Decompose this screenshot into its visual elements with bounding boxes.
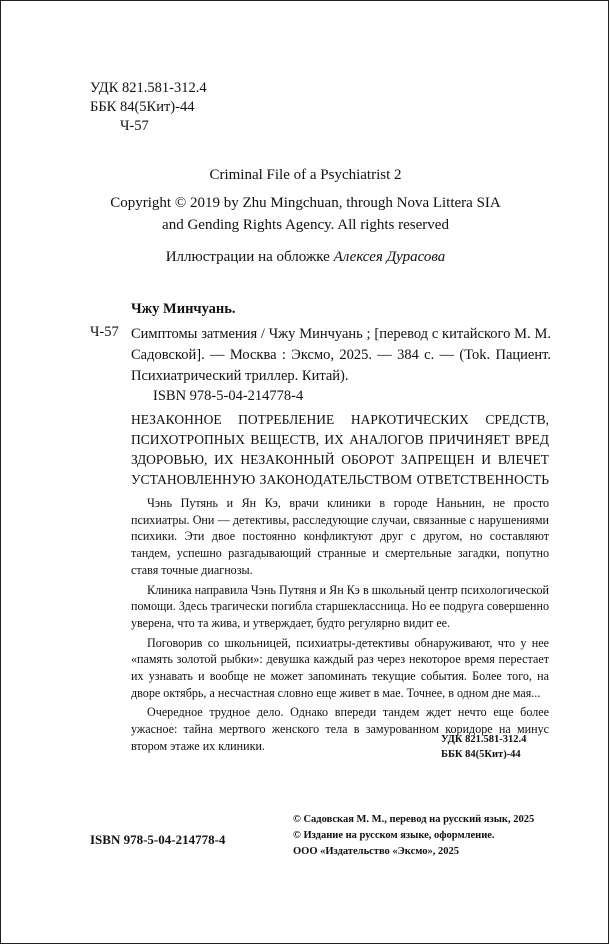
copyright-line: Copyright © 2019 by Zhu Mingchuan, through Nova Littera SIA: [110, 195, 501, 211]
annotation-paragraph: Поговорив со школьницей, психиатры-детективы обнаруживают, что у нее «память золотой рыбки»: девушка каждый раз через некоторое время перестает их узнавать и вообще не может запоминать текущие события. Более того, на дворе октябрь, а несчастная словно еще живет в мае. Точнее, в одном дне мая...: [131, 635, 549, 700]
copyright-line: and Gending Rights Agency. All rights reserved: [162, 217, 449, 233]
copyright-notice: [1, 192, 609, 236]
library-codes: [90, 79, 207, 136]
original-title: Criminal File of a Psychiatrist 2: [209, 167, 402, 183]
udk-code: УДК 821.581-312.4: [90, 80, 207, 96]
annotation-paragraph: Чэнь Путянь и Ян Кэ, врачи клиники в городе Наньнин, не просто психиатры. Они — детективы, расследующие случаи, связанные с нарушениями психики. Эти двое постоянно конфликтуют друг с другом, но составляют тандем, успешно разгадывающий странные и смертельные загадки, попутно ставя точные диагнозы.: [131, 496, 549, 577]
author-mark: Ч-57: [120, 118, 149, 134]
rights-line: © Садовская М. М., перевод на русский язык, 2025: [293, 814, 535, 825]
illustrator-name: Алексея Дурасова: [333, 249, 446, 265]
rights-notice: [293, 812, 534, 860]
annotation: [131, 495, 549, 755]
bbk-code: ББК 84(5Кит)-44: [90, 99, 195, 115]
isbn-bottom: ISBN 978-5-04-214778-4: [90, 832, 226, 847]
catalog-isbn: ISBN 978-5-04-214778-4: [153, 388, 304, 404]
illustration-credit: [1, 246, 609, 268]
bottom-udk-code: УДК 821.581-312.4: [441, 734, 527, 745]
annotation-paragraph: Клиника направила Чэнь Путяня и Ян Кэ в школьный центр психологической помощи. Здесь трагически погибла старшеклассница. Но ее подруга совершенно уверена, что та жива, и утверждает, будто регулярно видит ее.: [131, 582, 549, 630]
catalog-author: Чжу Минчуань.: [131, 301, 236, 317]
catalog-code: Ч-57: [90, 324, 119, 340]
bottom-library-codes: [441, 732, 526, 762]
bibliographic-description: Симптомы затмения / Чжу Минчуань ; [перевод с китайского М. М. Садовской]. — Москва : Эксмо, 2025. — 384 с. — (Tok. Пациент. Психиатрический триллер. Китай).: [131, 326, 551, 384]
illustration-prefix: Иллюстрации на обложке: [165, 249, 330, 265]
bottom-bbk-code: ББК 84(5Кит)-44: [441, 749, 521, 760]
rights-line: © Издание на русском языке, оформление.: [293, 830, 495, 841]
rights-line: ООО «Издательство «Эксмо», 2025: [293, 846, 460, 857]
drug-warning: НЕЗАКОННОЕ ПОТРЕБЛЕНИЕ НАРКОТИЧЕСКИХ СРЕДСТВ, ПСИХОТРОПНЫХ ВЕЩЕСТВ, ИХ АНАЛОГОВ ПРИЧИНЯЕТ ВРЕД ЗДОРОВЬЮ, ИХ НЕЗАКОННЫЙ ОБОРОТ ЗАПРЕЩЕН И ВЛЕЧЕТ УСТАНОВЛЕННУЮ ЗАКОНОДАТЕЛЬСТВОМ ОТВЕТСТВЕННОСТЬ: [131, 412, 549, 487]
annotation-paragraph: Очередное трудное дело. Однако впереди тандем ждет нечто еще более ужасное: тайна мертвого женского тела в замурованном коридоре на минус втором этаже их клиники.: [131, 705, 549, 753]
